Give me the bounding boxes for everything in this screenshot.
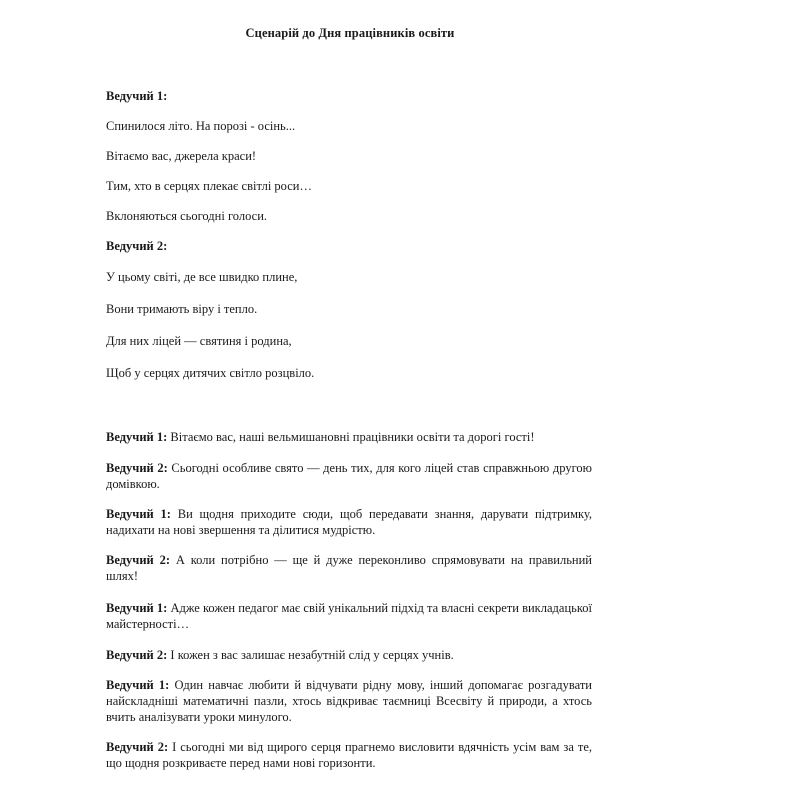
dialogue-paragraph [106, 506, 592, 538]
dialogue-paragraph [106, 647, 592, 663]
poem-line: У цьому світі, де все швидко плине, [106, 270, 298, 284]
dialogue-text: Адже кожен педагог має свій унікальний підхід та власні секрети викладацької майстерності… [106, 601, 592, 631]
document-title: Сценарій до Дня працівників освіти [245, 26, 455, 40]
speaker-label: Ведучий 1: [106, 430, 168, 444]
poem-line: Спинилося літо. На порозі - осінь... [106, 119, 296, 133]
poem-line: Щоб у серцях дитячих світло розцвіло. [106, 366, 315, 380]
dialogue-paragraph [106, 739, 592, 771]
speaker-label: Ведучий 2: [106, 740, 169, 754]
poem-line: Вклоняються сьогодні голоси. [106, 209, 268, 223]
speaker-label: Ведучий 2: [106, 553, 171, 567]
dialogue-paragraph [106, 677, 592, 725]
dialogue-paragraph [106, 429, 592, 445]
speaker-label: Ведучий 1: [106, 507, 171, 521]
speaker-label: Ведучий 1: [106, 601, 168, 615]
poem-line: Для них ліцей — святиня і родина, [106, 334, 292, 348]
poem-line: Вітаємо вас, джерела краси! [106, 149, 257, 163]
speaker-label: Ведучий 2: [106, 648, 168, 662]
poem-line: Вони тримають віру і тепло. [106, 302, 258, 316]
speaker-label: Ведучий 1: [106, 89, 168, 103]
speaker-label: Ведучий 2: [106, 461, 168, 475]
dialogue-text: Сьогодні особливе свято — день тих, для кого ліцей став справжньою другою домівкою. [106, 461, 592, 491]
dialogue-paragraph [106, 600, 592, 632]
dialogue-text: І сьогодні ми від щирого серця прагнемо висловити вдячність усім вам за те, що щодня розкриваєте перед нами нові горизонти. [106, 740, 592, 770]
dialogue-text: І кожен з вас залишає незабутній слід у серцях учнів. [167, 648, 454, 662]
dialogue-text: А коли потрібно — ще й дуже переконливо спрямовувати на правильний шлях! [106, 553, 592, 583]
dialogue-paragraph [106, 552, 592, 584]
dialogue-text: Вітаємо вас, наші вельмишановні працівники освіти та дорогі гості! [167, 430, 535, 444]
speaker-label: Ведучий 2: [106, 239, 168, 253]
poem-line: Тим, хто в серцях плекає світлі роси… [106, 179, 312, 193]
dialogue-text: Один навчає любити й відчувати рідну мову, інший допомагає розгадувати найскладніші математичні пазли, хтось відкриває таємниці Всесвіту й природи, а хтось вчить аналізувати уроки минулого. [106, 678, 592, 724]
speaker-label: Ведучий 1: [106, 678, 170, 692]
dialogue-text: Ви щодня приходите сюди, щоб передавати знання, дарувати підтримку, надихати на нові звершення та ділитися мудрістю. [106, 507, 592, 537]
dialogue-paragraph [106, 460, 592, 492]
